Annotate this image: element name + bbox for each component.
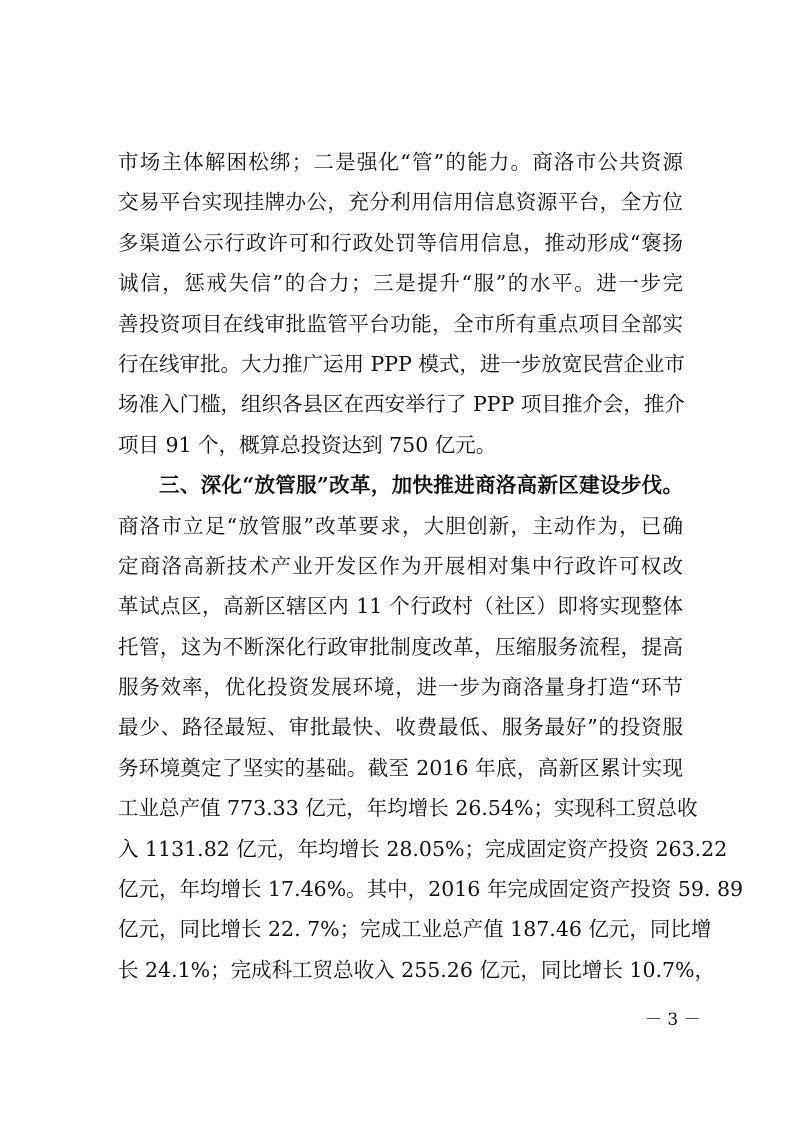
paragraph-line: 诚信，惩戒失信”的合力；三是提升“服”的水平。进一步完	[118, 271, 683, 296]
paragraph-line: 长 24.1%；完成科工贸总收入 255.26 亿元，同比增长 10.7%，	[118, 957, 716, 982]
paragraph-line: 务环境奠定了坚实的基础。截至 2016 年底，高新区累计实现	[118, 755, 683, 780]
paragraph-line: 定商洛高新技术产业开发区作为开展相对集中行政许可权改	[118, 553, 683, 578]
section-3	[118, 465, 744, 990]
paragraph-line: 革试点区，高新区辖区内 11 个行政村（社区）即将实现整体	[118, 594, 683, 619]
page-number: － 3 －	[645, 1010, 701, 1030]
paragraph-line: 场准入门槛，组织各县区在西安举行了 PPP 项目推介会，推介	[118, 392, 685, 417]
paragraph-line: 亿元，同比增长 22. 7%；完成工业总产值 187.46 亿元，同比增	[118, 917, 712, 942]
paragraph-line: 市场主体解困松绑；二是强化“管”的能力。商洛市公共资源	[118, 150, 683, 174]
paragraph-line: 工业总产值 773.33 亿元，年均增长 26.54%；实现科工贸总收	[118, 796, 698, 821]
document-body	[118, 142, 744, 990]
paragraph-line: 最少、路径最短、审批最快、收费最低、服务最好”的投资服	[118, 715, 683, 740]
paragraph-line: 善投资项目在线审批监管平台功能，全市所有重点项目全部实	[118, 311, 683, 336]
paragraph-line: 项目 91 个，概算总投资达到 750 亿元。	[118, 432, 497, 457]
paragraph-1	[118, 142, 683, 465]
paragraph-line: 亿元，年均增长 17.46%。其中，2016 年完成固定资产投资 59. 89	[118, 877, 744, 902]
paragraph-line: 行在线审批。大力推广运用 PPP 模式，进一步放宽民营企业市	[118, 351, 685, 376]
paragraph-line: 托管，这为不断深化行政审批制度改革，压缩服务流程，提高	[118, 634, 683, 659]
section-heading: 三、深化“放管服”改革，加快推进商洛高新区建设步伐。	[159, 473, 683, 498]
paragraph-line: 入 1131.82 亿元，年均增长 28.05%；完成固定资产投资 263.22	[118, 836, 728, 861]
paragraph-line: 商洛市立足“放管服”改革要求，大胆创新，主动作为，已确	[118, 513, 683, 538]
paragraph-line: 多渠道公示行政许可和行政处罚等信用信息，推动形成“褒扬	[118, 230, 683, 255]
paragraph-line: 交易平台实现挂牌办公，充分利用信用信息资源平台，全方位	[118, 190, 683, 215]
paragraph-line: 服务效率，优化投资发展环境，进一步为商洛量身打造“环节	[118, 675, 683, 700]
